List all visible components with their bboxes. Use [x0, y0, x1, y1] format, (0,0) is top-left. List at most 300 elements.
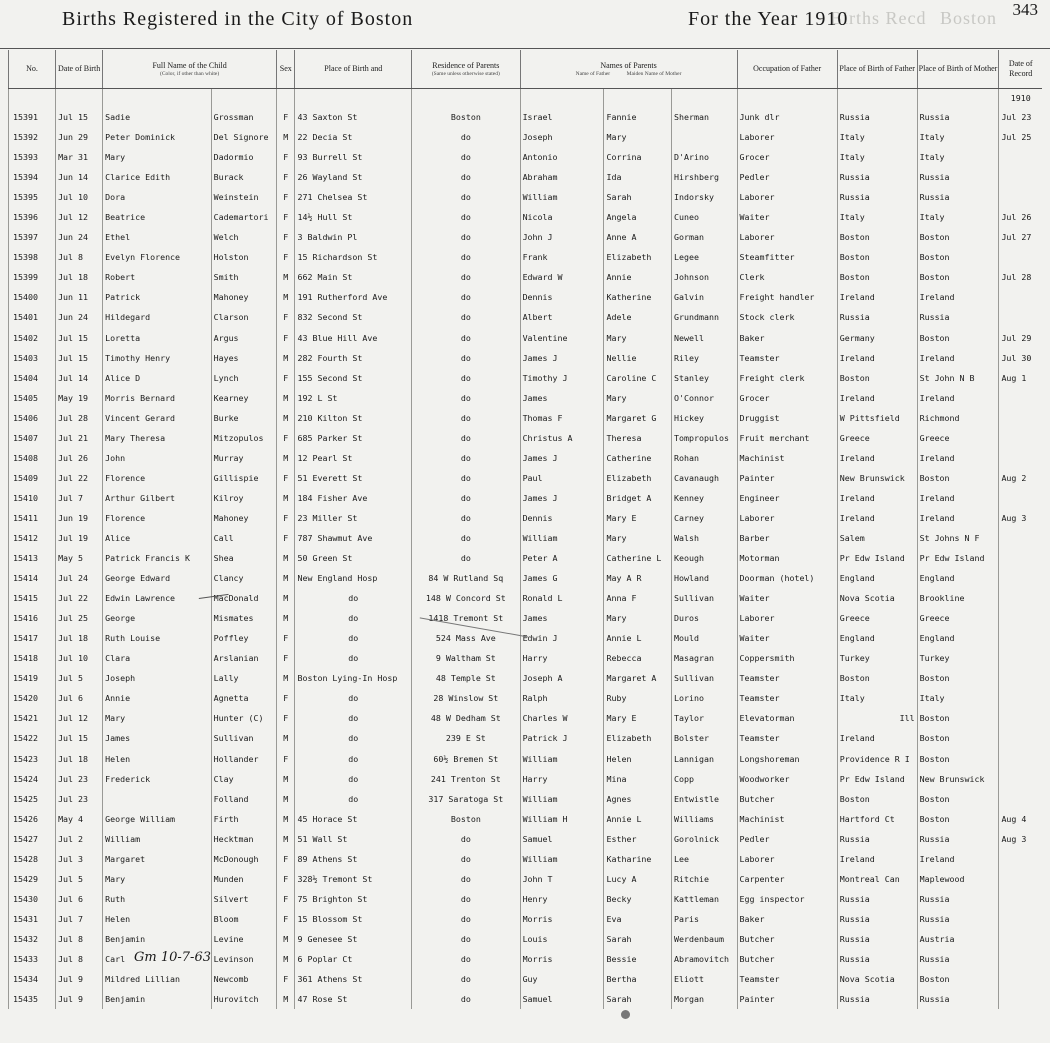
row-residence: Boston: [412, 809, 520, 829]
row-mother-first-name: Ruby: [604, 688, 672, 708]
row-place-of-birth: 51 Everett St: [295, 468, 412, 488]
row-mother-first-name: Lucy A: [604, 869, 672, 889]
row-number: 15420: [9, 688, 56, 708]
row-child-surname: Gillispie: [211, 468, 276, 488]
row-mother-first-name: Anna F: [604, 588, 672, 608]
row-child-first-name: Benjamin: [103, 929, 211, 949]
row-child-surname: Clay: [211, 769, 276, 789]
row-mother-birthplace: St Johns N F: [917, 528, 999, 548]
row-birth-date: Jul 18: [56, 628, 103, 648]
row-number: 15423: [9, 749, 56, 769]
row-child-first-name: James: [103, 728, 211, 748]
row-father-name: William: [520, 528, 604, 548]
row-father-name: James: [520, 388, 604, 408]
row-birth-date: Jul 12: [56, 207, 103, 227]
col-header-residence-label: Residence of Parents: [432, 60, 500, 70]
row-birth-date: Jul 14: [56, 368, 103, 388]
row-mother-birthplace: Greece: [917, 608, 999, 628]
row-sex: F: [277, 889, 295, 909]
row-mother-birthplace: Boston: [917, 708, 999, 728]
row-father-birthplace: Ireland: [837, 488, 917, 508]
row-child-surname: Mahoney: [211, 287, 276, 307]
row-child-first-name: Hildegard: [103, 307, 211, 327]
row-birth-date: Jun 24: [56, 227, 103, 247]
row-child-first-name: Dora: [103, 187, 211, 207]
table-row: [9, 869, 1043, 889]
table-row: [9, 889, 1043, 909]
col-header-name-label: Full Name of the Child: [152, 60, 227, 70]
row-child-surname: Hayes: [211, 348, 276, 368]
row-father-name: Samuel: [520, 829, 604, 849]
row-place-of-birth: do: [295, 708, 412, 728]
header-rule: [0, 48, 1050, 49]
row-mother-first-name: Mary: [604, 608, 672, 628]
row-father-occupation: Butcher: [737, 929, 837, 949]
row-mother-first-name: Mary E: [604, 708, 672, 728]
row-number: 15391: [9, 107, 56, 127]
row-mother-maiden-name: Johnson: [672, 267, 738, 287]
row-mother-birthplace: Boston: [917, 668, 999, 688]
row-child-first-name: Annie: [103, 688, 211, 708]
row-father-birthplace: Ireland: [837, 849, 917, 869]
row-mother-first-name: Becky: [604, 889, 672, 909]
row-mother-birthplace: England: [917, 568, 999, 588]
row-mother-first-name: Sarah: [604, 989, 672, 1009]
row-sex: M: [277, 929, 295, 949]
row-place-of-birth: Boston Lying-In Hosp: [295, 668, 412, 688]
row-record-date: Aug 1: [999, 368, 1042, 388]
table-row: [9, 548, 1043, 568]
row-mother-first-name: Fannie: [604, 107, 672, 127]
row-father-birthplace: Nova Scotia: [837, 588, 917, 608]
row-sex: F: [277, 969, 295, 989]
row-mother-birthplace: Austria: [917, 929, 999, 949]
row-place-of-birth: 191 Rutherford Ave: [295, 287, 412, 307]
row-father-occupation: Clerk: [737, 267, 837, 287]
row-sex: F: [277, 227, 295, 247]
row-birth-date: Jul 15: [56, 728, 103, 748]
row-father-occupation: Butcher: [737, 949, 837, 969]
table-row: [9, 749, 1043, 769]
row-father-occupation: Woodworker: [737, 769, 837, 789]
row-residence: do: [412, 428, 520, 448]
row-father-name: Abraham: [520, 167, 604, 187]
table-row: [9, 267, 1043, 287]
table-row: [9, 508, 1043, 528]
row-birth-date: Jul 23: [56, 769, 103, 789]
row-child-surname: Grossman: [211, 107, 276, 127]
row-birth-date: Jun 29: [56, 127, 103, 147]
row-residence: do: [412, 388, 520, 408]
row-residence: do: [412, 508, 520, 528]
row-child-first-name: Mary Theresa: [103, 428, 211, 448]
row-birth-date: Jul 23: [56, 789, 103, 809]
row-place-of-birth: do: [295, 749, 412, 769]
row-child-first-name: Timothy Henry: [103, 348, 211, 368]
table-row: [9, 227, 1043, 247]
row-mother-birthplace: Ireland: [917, 388, 999, 408]
row-birth-date: Jul 22: [56, 588, 103, 608]
col-header-name-sub: (Color, if other than white): [159, 70, 220, 77]
row-mother-first-name: Margaret G: [604, 408, 672, 428]
row-number: 15393: [9, 147, 56, 167]
row-mother-maiden-name: Ritchie: [672, 869, 738, 889]
row-residence: do: [412, 548, 520, 568]
table-row: [9, 829, 1043, 849]
row-place-of-birth: 787 Shawmut Ave: [295, 528, 412, 548]
row-father-birthplace: Russia: [837, 929, 917, 949]
row-record-date: [999, 849, 1042, 869]
row-residence: do: [412, 829, 520, 849]
col-header-no: No.: [9, 50, 56, 89]
row-mother-maiden-name: Lannigan: [672, 749, 738, 769]
row-sex: M: [277, 287, 295, 307]
row-mother-maiden-name: O'Connor: [672, 388, 738, 408]
col-header-residence-sub: (Same unless otherwise stated): [431, 70, 500, 77]
row-mother-first-name: Agnes: [604, 789, 672, 809]
row-father-birthplace: Ireland: [837, 728, 917, 748]
row-child-first-name: William: [103, 829, 211, 849]
row-mother-maiden-name: Carney: [672, 508, 738, 528]
row-sex: F: [277, 528, 295, 548]
table-row: [9, 468, 1043, 488]
row-number: 15406: [9, 408, 56, 428]
row-child-surname: Murray: [211, 448, 276, 468]
row-residence: 1418 Tremont St: [412, 608, 520, 628]
row-father-birthplace: W Pittsfield: [837, 408, 917, 428]
row-father-birthplace: Ireland: [837, 508, 917, 528]
row-child-surname: Agnetta: [211, 688, 276, 708]
row-record-date: [999, 568, 1042, 588]
row-sex: M: [277, 949, 295, 969]
row-child-first-name: Loretta: [103, 328, 211, 348]
row-mother-maiden-name: Abramovitch: [672, 949, 738, 969]
row-record-date: [999, 528, 1042, 548]
row-mother-first-name: Mary: [604, 528, 672, 548]
row-father-birthplace: Ill: [837, 708, 917, 728]
row-father-name: James J: [520, 348, 604, 368]
row-father-name: Antonio: [520, 147, 604, 167]
row-record-date: [999, 448, 1042, 468]
row-mother-birthplace: Brookline: [917, 588, 999, 608]
row-father-birthplace: Boston: [837, 789, 917, 809]
row-number: 15425: [9, 789, 56, 809]
row-mother-first-name: Caroline C: [604, 368, 672, 388]
row-number: 15392: [9, 127, 56, 147]
row-child-first-name: Ruth Louise: [103, 628, 211, 648]
row-father-birthplace: Russia: [837, 889, 917, 909]
row-child-first-name: Peter Dominick: [103, 127, 211, 147]
page-year-title: For the Year 1910: [688, 8, 849, 30]
row-record-date: [999, 728, 1042, 748]
row-residence: do: [412, 869, 520, 889]
row-mother-maiden-name: Kattleman: [672, 889, 738, 909]
row-sex: F: [277, 107, 295, 127]
row-place-of-birth: 12 Pearl St: [295, 448, 412, 468]
row-father-name: James J: [520, 448, 604, 468]
row-place-of-birth: 210 Kilton St: [295, 408, 412, 428]
row-child-surname: Weinstein: [211, 187, 276, 207]
row-residence: do: [412, 187, 520, 207]
row-mother-first-name: Eva: [604, 909, 672, 929]
row-place-of-birth: 51 Wall St: [295, 829, 412, 849]
row-sex: M: [277, 668, 295, 688]
row-sex: F: [277, 167, 295, 187]
row-mother-birthplace: New Brunswick: [917, 769, 999, 789]
col-header-sex: Sex: [277, 50, 295, 89]
row-father-name: Samuel: [520, 989, 604, 1009]
row-child-first-name: Patrick Francis K: [103, 548, 211, 568]
row-mother-birthplace: Russia: [917, 167, 999, 187]
row-number: 15405: [9, 388, 56, 408]
row-child-surname: Shea: [211, 548, 276, 568]
row-number: 15410: [9, 488, 56, 508]
row-child-first-name: Arthur Gilbert: [103, 488, 211, 508]
row-sex: M: [277, 829, 295, 849]
row-child-first-name: Edwin Lawrence: [103, 588, 211, 608]
row-residence: do: [412, 287, 520, 307]
row-child-surname: Cademartori: [211, 207, 276, 227]
row-place-of-birth: do: [295, 769, 412, 789]
row-birth-date: Jul 9: [56, 989, 103, 1009]
table-row: [9, 167, 1043, 187]
row-mother-maiden-name: Sherman: [672, 107, 738, 127]
row-mother-birthplace: Boston: [917, 809, 999, 829]
row-mother-birthplace: Maplewood: [917, 869, 999, 889]
row-father-name: Joseph: [520, 127, 604, 147]
row-number: 15421: [9, 708, 56, 728]
row-father-birthplace: Nova Scotia: [837, 969, 917, 989]
row-child-first-name: Carl: [103, 949, 211, 969]
row-record-date: Aug 2: [999, 468, 1042, 488]
row-mother-maiden-name: Sullivan: [672, 588, 738, 608]
row-record-date: Jul 28: [999, 267, 1042, 287]
row-place-of-birth: 22 Decia St: [295, 127, 412, 147]
row-mother-maiden-name: Copp: [672, 769, 738, 789]
row-child-first-name: Florence: [103, 508, 211, 528]
row-residence: do: [412, 368, 520, 388]
row-father-name: William: [520, 849, 604, 869]
row-residence: 84 W Rutland Sq: [412, 568, 520, 588]
row-sex: M: [277, 548, 295, 568]
row-child-first-name: Benjamin: [103, 989, 211, 1009]
row-mother-birthplace: Boston: [917, 728, 999, 748]
table-row: [9, 769, 1043, 789]
row-mother-birthplace: Ireland: [917, 348, 999, 368]
row-child-surname: Burke: [211, 408, 276, 428]
row-mother-maiden-name: Mould: [672, 628, 738, 648]
row-father-occupation: Baker: [737, 909, 837, 929]
row-place-of-birth: 832 Second St: [295, 307, 412, 327]
row-child-surname: Hurovitch: [211, 989, 276, 1009]
row-father-name: Louis: [520, 929, 604, 949]
row-child-first-name: John: [103, 448, 211, 468]
row-record-date: [999, 488, 1042, 508]
row-mother-birthplace: Russia: [917, 989, 999, 1009]
row-place-of-birth: 23 Miller St: [295, 508, 412, 528]
row-birth-date: Jul 15: [56, 328, 103, 348]
col-header-record: Date of Record: [999, 50, 1042, 89]
row-father-occupation: Teamster: [737, 969, 837, 989]
col-header-mother-birth: Place of Birth of Mother: [917, 50, 999, 89]
row-birth-date: Jul 6: [56, 889, 103, 909]
table-row: [9, 448, 1043, 468]
row-father-occupation: Machinist: [737, 448, 837, 468]
row-child-surname: Firth: [211, 809, 276, 829]
row-mother-birthplace: Russia: [917, 889, 999, 909]
year-row: [9, 89, 1043, 108]
row-father-occupation: Fruit merchant: [737, 428, 837, 448]
row-father-occupation: Machinist: [737, 809, 837, 829]
row-mother-maiden-name: Gorman: [672, 227, 738, 247]
row-sex: M: [277, 267, 295, 287]
row-child-surname: Call: [211, 528, 276, 548]
row-mother-birthplace: Ireland: [917, 448, 999, 468]
row-child-surname: McDonough: [211, 849, 276, 869]
row-child-first-name: Clara: [103, 648, 211, 668]
row-place-of-birth: 43 Saxton St: [295, 107, 412, 127]
row-father-birthplace: Italy: [837, 688, 917, 708]
row-place-of-birth: 6 Poplar Ct: [295, 949, 412, 969]
row-birth-date: Jul 26: [56, 448, 103, 468]
row-father-occupation: Painter: [737, 989, 837, 1009]
row-father-occupation: Steamfitter: [737, 247, 837, 267]
row-sex: F: [277, 368, 295, 388]
row-number: 15432: [9, 929, 56, 949]
row-number: 15401: [9, 307, 56, 327]
row-father-name: Harry: [520, 769, 604, 789]
table-row: [9, 728, 1043, 748]
row-mother-first-name: Katherine: [604, 287, 672, 307]
row-number: 15435: [9, 989, 56, 1009]
row-sex: F: [277, 749, 295, 769]
row-record-date: [999, 949, 1042, 969]
row-residence: do: [412, 127, 520, 147]
row-father-birthplace: Boston: [837, 267, 917, 287]
row-mother-first-name: Mary E: [604, 508, 672, 528]
row-mother-maiden-name: Cavanaugh: [672, 468, 738, 488]
page-title: Births Registered in the City of Boston: [62, 8, 414, 30]
col-header-residence: [412, 50, 520, 89]
row-sex: F: [277, 247, 295, 267]
row-mother-first-name: Annie: [604, 267, 672, 287]
row-record-date: [999, 408, 1042, 428]
row-residence: do: [412, 949, 520, 969]
row-residence: do: [412, 989, 520, 1009]
row-child-first-name: Patrick: [103, 287, 211, 307]
table-row: [9, 207, 1043, 227]
table-row: [9, 588, 1043, 608]
row-number: 15396: [9, 207, 56, 227]
row-child-first-name: Morris Bernard: [103, 388, 211, 408]
row-father-occupation: Laborer: [737, 508, 837, 528]
row-birth-date: Jul 5: [56, 869, 103, 889]
row-mother-maiden-name: Indorsky: [672, 187, 738, 207]
register-rows: [9, 89, 1043, 1010]
table-row: [9, 328, 1043, 348]
row-sex: F: [277, 688, 295, 708]
row-number: 15419: [9, 668, 56, 688]
table-row: [9, 568, 1043, 588]
row-record-date: [999, 869, 1042, 889]
row-child-surname: Welch: [211, 227, 276, 247]
row-place-of-birth: 75 Brighton St: [295, 889, 412, 909]
row-record-date: [999, 147, 1042, 167]
row-sex: F: [277, 207, 295, 227]
row-number: 15427: [9, 829, 56, 849]
row-birth-date: Jul 7: [56, 909, 103, 929]
row-father-birthplace: Italy: [837, 127, 917, 147]
row-sex: F: [277, 869, 295, 889]
row-residence: do: [412, 448, 520, 468]
row-birth-date: Jul 8: [56, 247, 103, 267]
row-record-date: [999, 789, 1042, 809]
row-place-of-birth: 43 Blue Hill Ave: [295, 328, 412, 348]
row-number: 15433: [9, 949, 56, 969]
row-father-occupation: Druggist: [737, 408, 837, 428]
row-father-occupation: Laborer: [737, 608, 837, 628]
table-row: [9, 909, 1043, 929]
row-record-date: [999, 247, 1042, 267]
row-father-occupation: Painter: [737, 468, 837, 488]
row-child-first-name: [103, 789, 211, 809]
row-father-occupation: Pedler: [737, 829, 837, 849]
row-father-name: Timothy J: [520, 368, 604, 388]
row-record-date: [999, 648, 1042, 668]
row-place-of-birth: 192 L St: [295, 388, 412, 408]
row-father-occupation: Stock clerk: [737, 307, 837, 327]
table-row: [9, 488, 1043, 508]
row-place-of-birth: 14½ Hull St: [295, 207, 412, 227]
row-child-surname: Kilroy: [211, 488, 276, 508]
row-child-first-name: Mary: [103, 147, 211, 167]
row-father-name: James J: [520, 488, 604, 508]
row-mother-birthplace: Italy: [917, 147, 999, 167]
row-number: 15408: [9, 448, 56, 468]
table-row: [9, 187, 1043, 207]
row-number: 15415: [9, 588, 56, 608]
row-birth-date: Jul 6: [56, 688, 103, 708]
row-birth-date: Jul 7: [56, 488, 103, 508]
row-father-birthplace: Italy: [837, 147, 917, 167]
row-mother-birthplace: Turkey: [917, 648, 999, 668]
table-row: [9, 809, 1043, 829]
row-record-date: [999, 969, 1042, 989]
row-residence: do: [412, 849, 520, 869]
row-child-surname: Poffley: [211, 628, 276, 648]
row-mother-maiden-name: Galvin: [672, 287, 738, 307]
row-father-occupation: Motorman: [737, 548, 837, 568]
row-residence: do: [412, 328, 520, 348]
row-record-date: [999, 909, 1042, 929]
row-father-birthplace: Greece: [837, 608, 917, 628]
row-record-date: [999, 187, 1042, 207]
row-sex: M: [277, 789, 295, 809]
table-row: [9, 688, 1043, 708]
row-birth-date: Jun 19: [56, 508, 103, 528]
row-mother-first-name: Nellie: [604, 348, 672, 368]
row-mother-birthplace: Russia: [917, 307, 999, 327]
table-row: [9, 989, 1043, 1009]
row-father-name: Patrick J: [520, 728, 604, 748]
row-mother-first-name: Mary: [604, 127, 672, 147]
row-father-name: Morris: [520, 909, 604, 929]
row-mother-birthplace: Richmond: [917, 408, 999, 428]
row-father-birthplace: Russia: [837, 187, 917, 207]
row-child-first-name: Mildred Lillian: [103, 969, 211, 989]
row-residence: do: [412, 147, 520, 167]
row-mother-first-name: Elizabeth: [604, 247, 672, 267]
